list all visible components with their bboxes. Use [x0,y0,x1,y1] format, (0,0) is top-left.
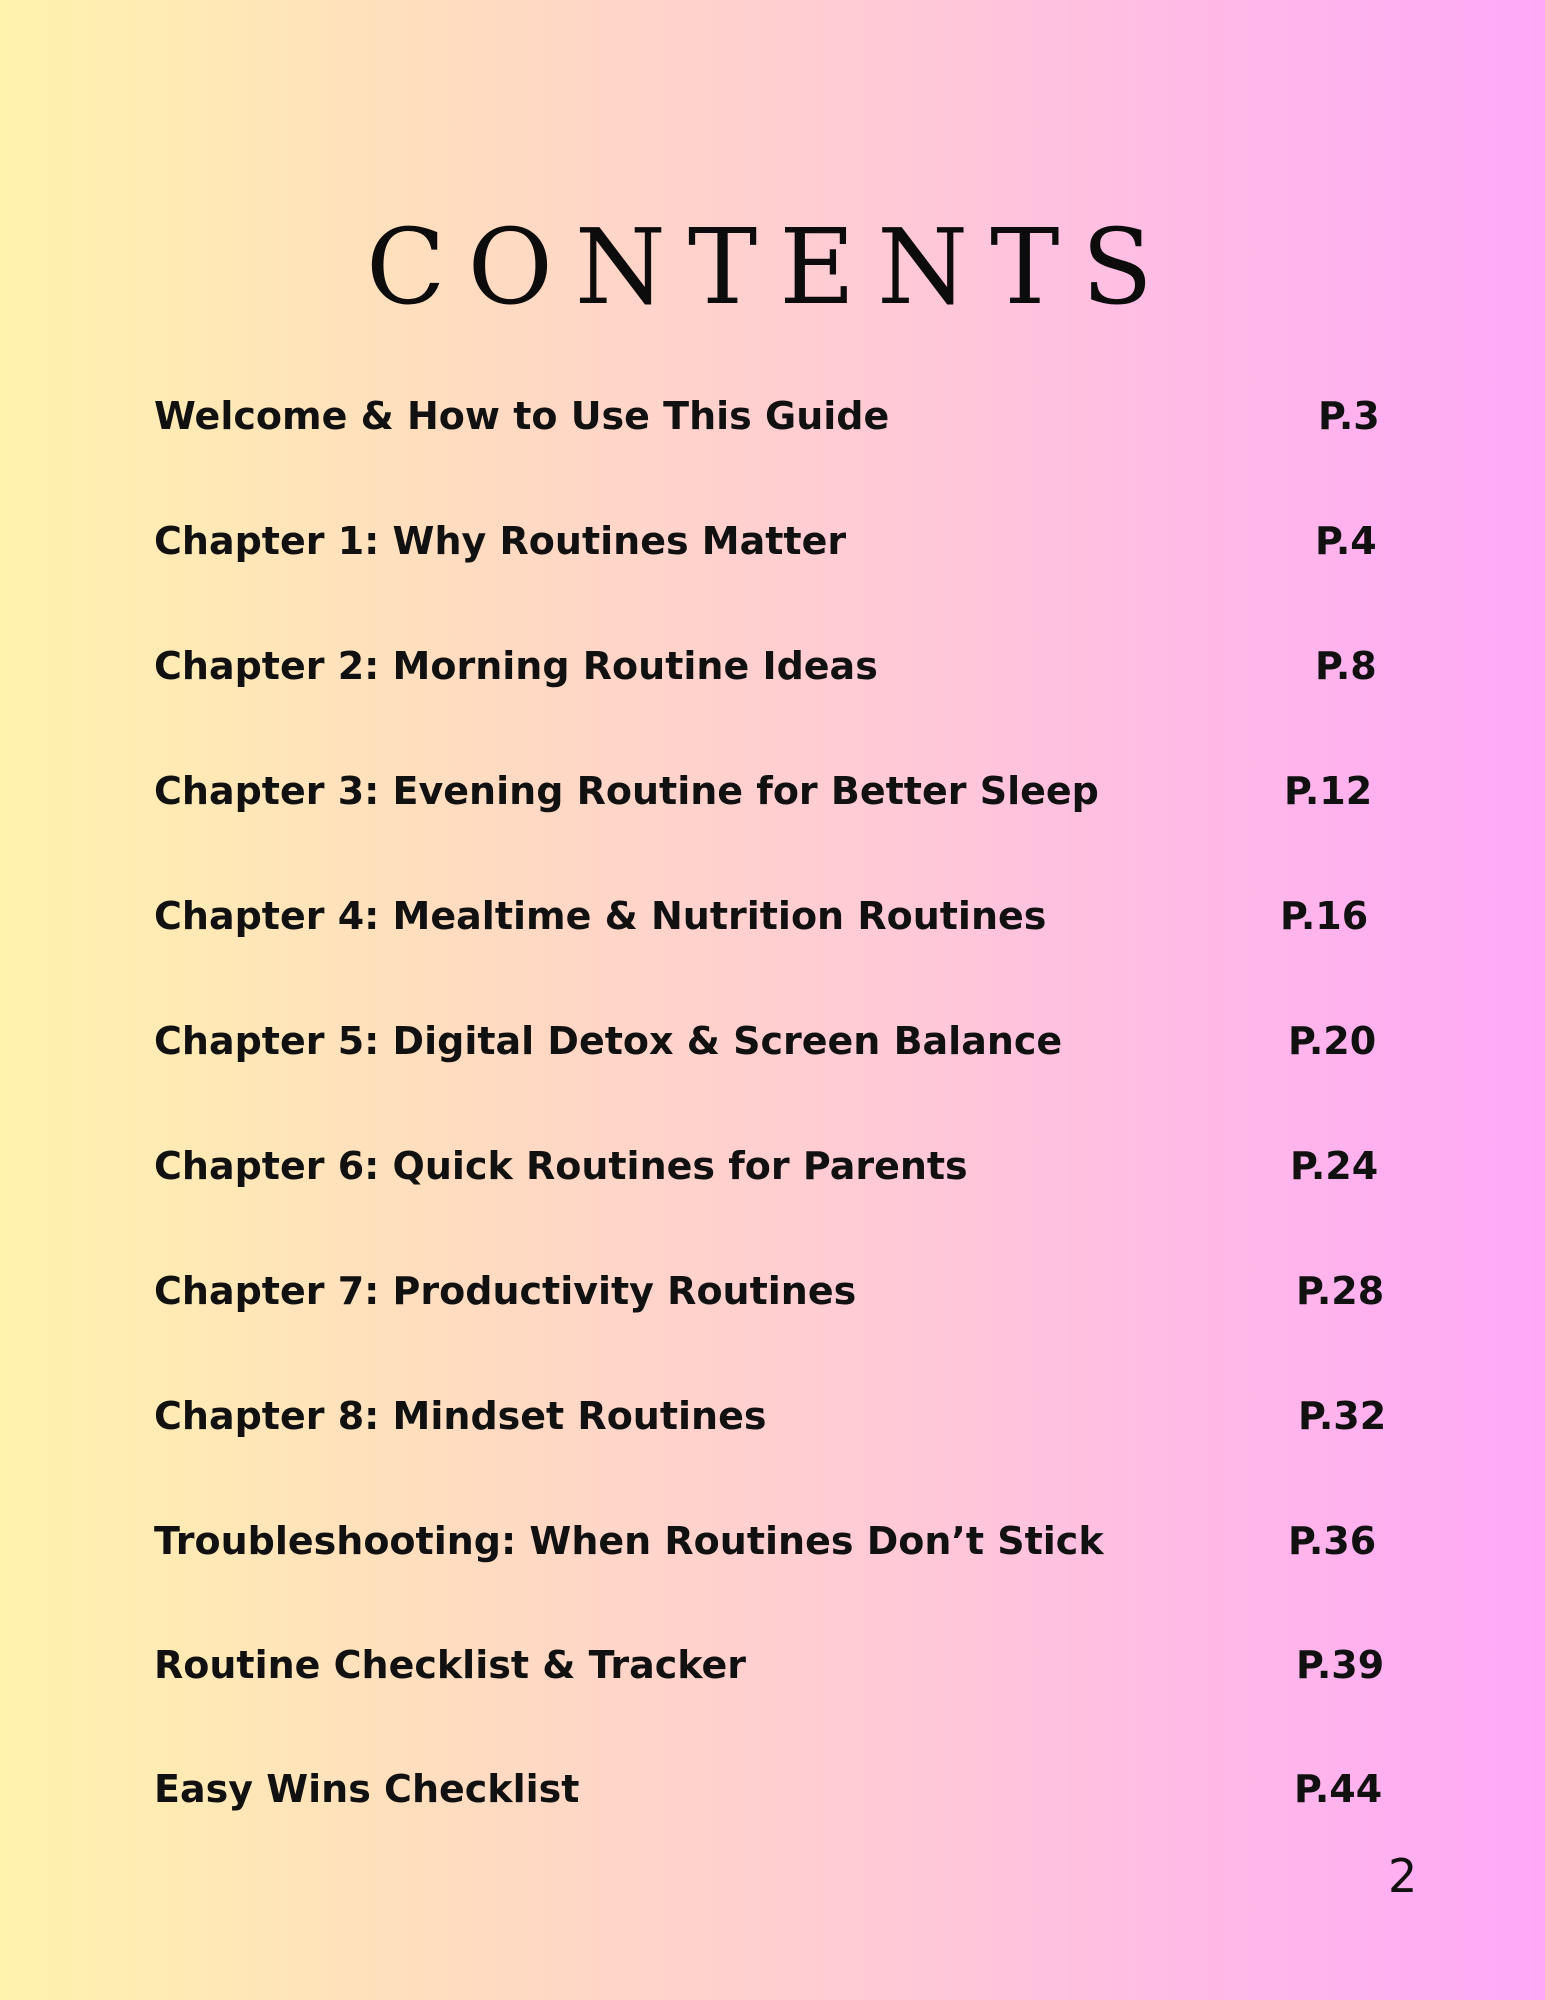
toc-entry[interactable] [154,886,1404,946]
toc-entry-page: P.4 [1315,519,1377,563]
toc-entry-label: Easy Wins Checklist [154,1767,580,1811]
toc-entry-page: P.32 [1298,1394,1387,1438]
toc-entry-label: Chapter 5: Digital Detox & Screen Balance [154,1019,1063,1063]
toc-entry[interactable] [154,1011,1404,1071]
toc-entry-label: Chapter 8: Mindset Routines [154,1394,767,1438]
toc-entry[interactable] [154,1261,1404,1321]
toc-entry[interactable] [154,386,1404,446]
toc-entry-page: P.44 [1294,1767,1383,1811]
toc-entry[interactable] [154,1386,1404,1446]
toc-entry-label: Chapter 2: Morning Routine Ideas [154,644,878,688]
toc-entry-label: Chapter 3: Evening Routine for Better Sleep [154,769,1099,813]
toc-entry[interactable] [154,1511,1404,1571]
toc-entry[interactable] [154,1136,1404,1196]
toc-entry[interactable] [154,1759,1404,1819]
toc-entry-page: P.8 [1315,644,1377,688]
toc-entry-label: Troubleshooting: When Routines Don’t Stick [154,1519,1104,1563]
toc-entry-page: P.16 [1280,894,1369,938]
toc-entry-page: P.12 [1284,769,1373,813]
toc-entry-label: Welcome & How to Use This Guide [154,394,890,438]
toc-entry-label: Routine Checklist & Tracker [154,1643,747,1687]
toc-entry-page: P.24 [1290,1144,1379,1188]
toc-entry-page: P.20 [1288,1019,1377,1063]
toc-entry[interactable] [154,636,1404,696]
toc-entry-label: Chapter 1: Why Routines Matter [154,519,847,563]
page-title: CONTENTS [366,205,1175,328]
toc-entry-page: P.3 [1318,394,1380,438]
page-number: 2 [1388,1849,1418,1903]
toc-entry[interactable] [154,1635,1404,1695]
toc-entry[interactable] [154,761,1404,821]
toc-entry-page: P.39 [1296,1643,1385,1687]
toc-entry[interactable] [154,511,1404,571]
toc-entry-page: P.36 [1288,1519,1377,1563]
toc-entry-label: Chapter 7: Productivity Routines [154,1269,857,1313]
toc-entry-label: Chapter 4: Mealtime & Nutrition Routines [154,894,1047,938]
toc-entry-label: Chapter 6: Quick Routines for Parents [154,1144,968,1188]
toc-entry-page: P.28 [1296,1269,1385,1313]
